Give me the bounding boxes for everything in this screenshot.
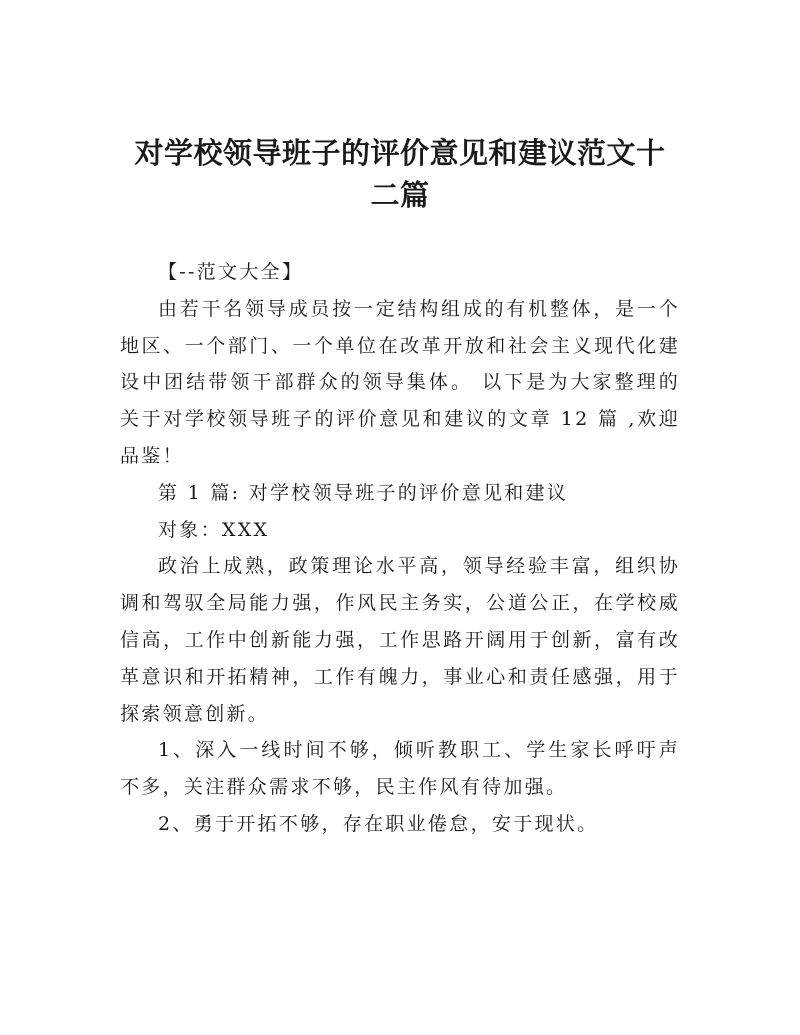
section-heading: 第 1 篇: 对学校领导班子的评价意见和建议	[158, 481, 569, 504]
intro-paragraph: 由若干名领导成员按一定结构组成的有机整体，是一个地区、一个部门、一个单位在改革开放和社会主义现代化建设中团结带领干部群众的领导集体。 以下是为大家整理的关于对学校领导班子的评价意见和建议的文章 12 篇 ,欢迎品鉴！	[120, 297, 680, 467]
subject-line: 对象：XXX	[158, 518, 270, 541]
suggestion-item-2: 2、勇于开拓不够，存在职业倦怠，安于现状。	[158, 812, 599, 835]
document-title: 对学校领导班子的评价意见和建议范文十二篇	[134, 136, 666, 212]
document-body	[120, 254, 680, 843]
category-tag: 【--范文大全】	[158, 261, 304, 283]
suggestion-item-1: 1、深入一线时间不够，倾听教职工、学生家长呼吁声不多，关注群众需求不够，民主作风有待加强。	[120, 739, 680, 799]
evaluation-paragraph: 政治上成熟，政策理论水平高，领导经验丰富，组织协调和驾驭全局能力强，作风民主务实，公道公正，在学校威信高，工作中创新能力强，工作思路开阔用于创新，富有改革意识和开拓精神，工作有魄力，事业心和责任感强，用于探索领意创新。	[120, 555, 680, 725]
